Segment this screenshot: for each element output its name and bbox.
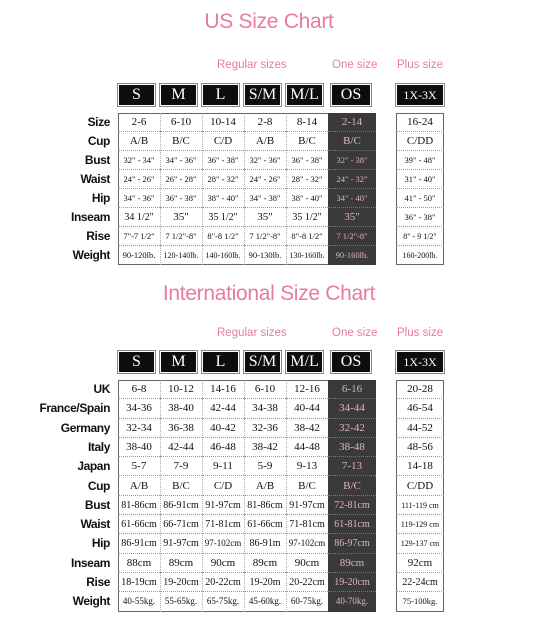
intl-header-4: M/L <box>286 351 323 373</box>
us-header-5: OS <box>331 84 371 106</box>
us-row-label: Rise <box>86 229 110 243</box>
us-cell: 41" - 50" <box>396 189 444 208</box>
us-cell: 7 1/2"-8" <box>244 227 286 246</box>
us-cell: 7 1/2"-8" <box>160 227 202 246</box>
intl-cell: 72-81cm <box>328 496 376 515</box>
intl-cell: 44-52 <box>396 419 444 438</box>
intl-cell: 9-11 <box>202 457 244 476</box>
intl-cell: 19-20cm <box>328 573 376 592</box>
intl-cell: 86-91cm <box>160 496 202 515</box>
intl-cell: 86-91cm <box>118 534 160 553</box>
intl-cell: 71-81cm <box>202 515 244 534</box>
us-cell: 24" - 32" <box>328 170 376 189</box>
intl-row-label: Italy <box>87 439 110 454</box>
intl-cell: 32-34 <box>118 419 160 438</box>
us-cell: 31" - 40" <box>396 170 444 189</box>
intl-cell: 60-75kg. <box>290 596 324 607</box>
us-header-4: M/L <box>286 84 323 106</box>
intl-cell: 19-20m <box>244 573 286 592</box>
us-chart-title: US Size Chart <box>204 10 334 33</box>
us-cell: 34" - 36" <box>160 151 202 170</box>
us-cell: 24" - 26" <box>118 170 160 189</box>
intl-cell: 66-71cm <box>160 515 202 534</box>
intl-cell: B/C <box>286 477 328 496</box>
us-cell: 120-140lb. <box>163 251 199 260</box>
intl-cell: 42-44 <box>202 399 244 418</box>
us-row-label: Inseam <box>71 210 110 224</box>
intl-cell: 55-65kg. <box>164 596 198 607</box>
us-cell: 28" - 32" <box>202 170 244 189</box>
intl-cell: 75-100kg. <box>402 596 438 607</box>
intl-cell: 91-97cm <box>286 496 328 515</box>
us-cell: 8"-8 1/2" <box>286 227 328 246</box>
intl-header-2: L <box>202 351 239 373</box>
us-header-6: 1X-3X <box>396 84 444 106</box>
us-cell: C/D <box>202 132 244 151</box>
intl-cell: 38-42 <box>286 419 328 438</box>
intl-cell: 38-40 <box>160 399 202 418</box>
intl-cell: 46-48 <box>202 438 244 457</box>
intl-row-label: Bust <box>84 497 110 512</box>
us-cell: 36" - 38" <box>202 151 244 170</box>
us-row-label: Hip <box>91 191 110 205</box>
us-row-label: Cup <box>87 134 110 148</box>
intl-cell: C/D <box>202 477 244 496</box>
us-cell: 7"-7 1/2" <box>118 227 160 246</box>
us-cell: 32" - 36" <box>244 151 286 170</box>
intl-row-label: Weight <box>72 594 110 609</box>
us-row-label: Weight <box>72 248 110 262</box>
intl-row-label: Cup <box>87 478 110 493</box>
intl-cell: 81-86cm <box>244 496 286 515</box>
intl-cell: 89cm <box>160 554 202 573</box>
intl-cell: 20-22cm <box>286 573 328 592</box>
intl-row-label: Germany <box>60 420 110 435</box>
intl-cell: 90cm <box>202 554 244 573</box>
us-cell: 24" - 26" <box>244 170 286 189</box>
us-header-3: S/M <box>244 84 281 106</box>
intl-cell: 6-8 <box>118 380 160 399</box>
intl-cell: 14-18 <box>396 457 444 476</box>
us-cell: 130-160lb. <box>289 251 325 260</box>
intl-cell: 18-19cm <box>118 573 160 592</box>
us-cell: 2-14 <box>328 113 376 132</box>
intl-cell: 20-22cm <box>202 573 244 592</box>
us-cell: 34" - 36" <box>118 189 160 208</box>
intl-cell: A/B <box>118 477 160 496</box>
intl-cell: 42-44 <box>160 438 202 457</box>
intl-cell: 34-44 <box>328 399 376 418</box>
intl-cell: 32-42 <box>328 419 376 438</box>
intl-group-one: One size <box>332 327 378 339</box>
intl-row-label: France/Spain <box>39 401 110 416</box>
us-cell: B/C <box>286 132 328 151</box>
intl-cell: 20-28 <box>396 380 444 399</box>
intl-cell: 40-44 <box>286 399 328 418</box>
intl-cell: 6-10 <box>244 380 286 399</box>
intl-cell: 61-66cm <box>118 515 160 534</box>
intl-group-regular: Regular sizes <box>217 327 287 339</box>
us-cell: 160-200lb. <box>402 251 438 260</box>
intl-cell: 38-48 <box>328 438 376 457</box>
us-cell: 34" - 40" <box>328 189 376 208</box>
us-cell: A/B <box>118 132 160 151</box>
us-group-regular: Regular sizes <box>217 59 287 71</box>
intl-cell: 44-48 <box>286 438 328 457</box>
us-header-0: S <box>118 84 155 106</box>
intl-cell: 40-70kg. <box>328 592 376 611</box>
intl-group-plus: Plus size <box>397 327 444 339</box>
us-cell: 38" - 40" <box>202 189 244 208</box>
intl-cell: 89cm <box>244 554 286 573</box>
us-cell: 10-14 <box>202 113 244 132</box>
intl-cell: 12-16 <box>286 380 328 399</box>
intl-cell: 6-16 <box>328 380 376 399</box>
intl-cell: 92cm <box>396 554 444 573</box>
us-row-label: Size <box>87 115 110 129</box>
us-header-2: L <box>202 84 239 106</box>
intl-header-1: M <box>160 351 197 373</box>
intl-cell: 119-129 cm <box>396 515 444 534</box>
us-cell: 35 1/2" <box>202 208 244 227</box>
us-header-1: M <box>160 84 197 106</box>
intl-cell: 38-42 <box>244 438 286 457</box>
us-cell: 16-24 <box>396 113 444 132</box>
us-cell: 2-8 <box>244 113 286 132</box>
intl-cell: 9-13 <box>286 457 328 476</box>
intl-chart-title: International Size Chart <box>162 282 376 305</box>
us-cell: 34" - 38" <box>244 189 286 208</box>
us-cell: 35 1/2" <box>286 208 328 227</box>
intl-cell: 48-56 <box>396 438 444 457</box>
us-cell: 90-120lb. <box>122 250 156 260</box>
intl-cell: 40-55kg. <box>122 596 156 607</box>
us-cell: 35" <box>328 208 376 227</box>
intl-cell: 7-13 <box>328 457 376 476</box>
intl-cell: 5-7 <box>118 457 160 476</box>
intl-cell: 7-9 <box>160 457 202 476</box>
intl-cell: 86-91m <box>244 534 286 553</box>
us-cell: 7 1/2"-8" <box>328 227 376 246</box>
intl-cell: 14-16 <box>202 380 244 399</box>
us-cell: 34 1/2" <box>118 208 160 227</box>
us-cell: 38" - 40" <box>286 189 328 208</box>
intl-cell: 38-40 <box>118 438 160 457</box>
us-cell: 26" - 28" <box>160 170 202 189</box>
us-cell: 8-14 <box>286 113 328 132</box>
intl-cell: 86-97cm <box>328 534 376 553</box>
intl-cell: 22-24cm <box>396 573 444 592</box>
intl-cell: 34-38 <box>244 399 286 418</box>
intl-cell: 97-102cm <box>286 534 328 553</box>
intl-cell: A/B <box>244 477 286 496</box>
us-cell: C/DD <box>396 132 444 151</box>
intl-row-label: Waist <box>80 517 110 532</box>
intl-cell: 91-97cm <box>202 496 244 515</box>
intl-cell: 91-97cm <box>160 534 202 553</box>
intl-row-label: Hip <box>91 536 110 551</box>
intl-cell: 45-60kg. <box>248 596 282 607</box>
intl-row-label: Inseam <box>71 555 110 570</box>
intl-cell: 88cm <box>118 554 160 573</box>
intl-header-0: S <box>118 351 155 373</box>
intl-cell: 71-81cm <box>286 515 328 534</box>
us-cell: B/C <box>160 132 202 151</box>
us-cell: 32" - 38" <box>328 151 376 170</box>
intl-cell: 81-86cm <box>118 496 160 515</box>
intl-cell: 61-81cm <box>328 515 376 534</box>
us-cell: 32" - 34" <box>118 151 160 170</box>
us-cell: 39" - 48" <box>396 151 444 170</box>
intl-row-label: Japan <box>77 459 110 474</box>
intl-row-label: Rise <box>86 575 110 589</box>
intl-cell: 65-75kg. <box>206 596 240 607</box>
intl-cell: 61-66cm <box>244 515 286 534</box>
us-cell: 90-130lb. <box>248 250 282 260</box>
intl-cell: 40-42 <box>202 419 244 438</box>
intl-header-6: 1X-3X <box>396 351 444 373</box>
us-cell: 35" <box>244 208 286 227</box>
us-cell: 35" <box>160 208 202 227</box>
intl-header-5: OS <box>331 351 371 373</box>
intl-cell: 89cm <box>328 554 376 573</box>
intl-header-3: S/M <box>244 351 281 373</box>
intl-cell: C/DD <box>396 477 444 496</box>
us-cell: 140-160lb. <box>205 251 241 260</box>
us-cell: 36" - 38" <box>396 208 444 227</box>
intl-cell: 46-54 <box>396 399 444 418</box>
intl-cell: B/C <box>328 477 376 496</box>
us-cell: 36" - 38" <box>160 189 202 208</box>
intl-cell: 19-20cm <box>160 573 202 592</box>
intl-cell: 5-9 <box>244 457 286 476</box>
us-cell: 6-10 <box>160 113 202 132</box>
intl-cell: 129-137 cm <box>396 534 444 553</box>
us-cell: 8" - 9 1/2" <box>396 227 444 246</box>
us-cell: 36" - 38" <box>286 151 328 170</box>
intl-cell: 34-36 <box>118 399 160 418</box>
us-cell: 2-6 <box>118 113 160 132</box>
intl-cell: 32-36 <box>244 419 286 438</box>
intl-cell: 90cm <box>286 554 328 573</box>
intl-cell: 10-12 <box>160 380 202 399</box>
us-cell: 90-160lb. <box>328 246 376 265</box>
us-group-plus: Plus size <box>397 59 444 71</box>
intl-cell: B/C <box>160 477 202 496</box>
intl-cell: 97-102cm <box>202 534 244 553</box>
us-cell: A/B <box>244 132 286 151</box>
intl-cell: 36-38 <box>160 419 202 438</box>
us-cell: 28" - 32" <box>286 170 328 189</box>
intl-row-label: UK <box>93 382 110 396</box>
us-cell: 8"-8 1/2" <box>202 227 244 246</box>
intl-cell: 111-119 cm <box>396 496 444 515</box>
us-group-one: One size <box>332 59 378 71</box>
us-row-label: Bust <box>84 153 110 167</box>
us-cell: B/C <box>328 132 376 151</box>
us-row-label: Waist <box>80 172 110 186</box>
